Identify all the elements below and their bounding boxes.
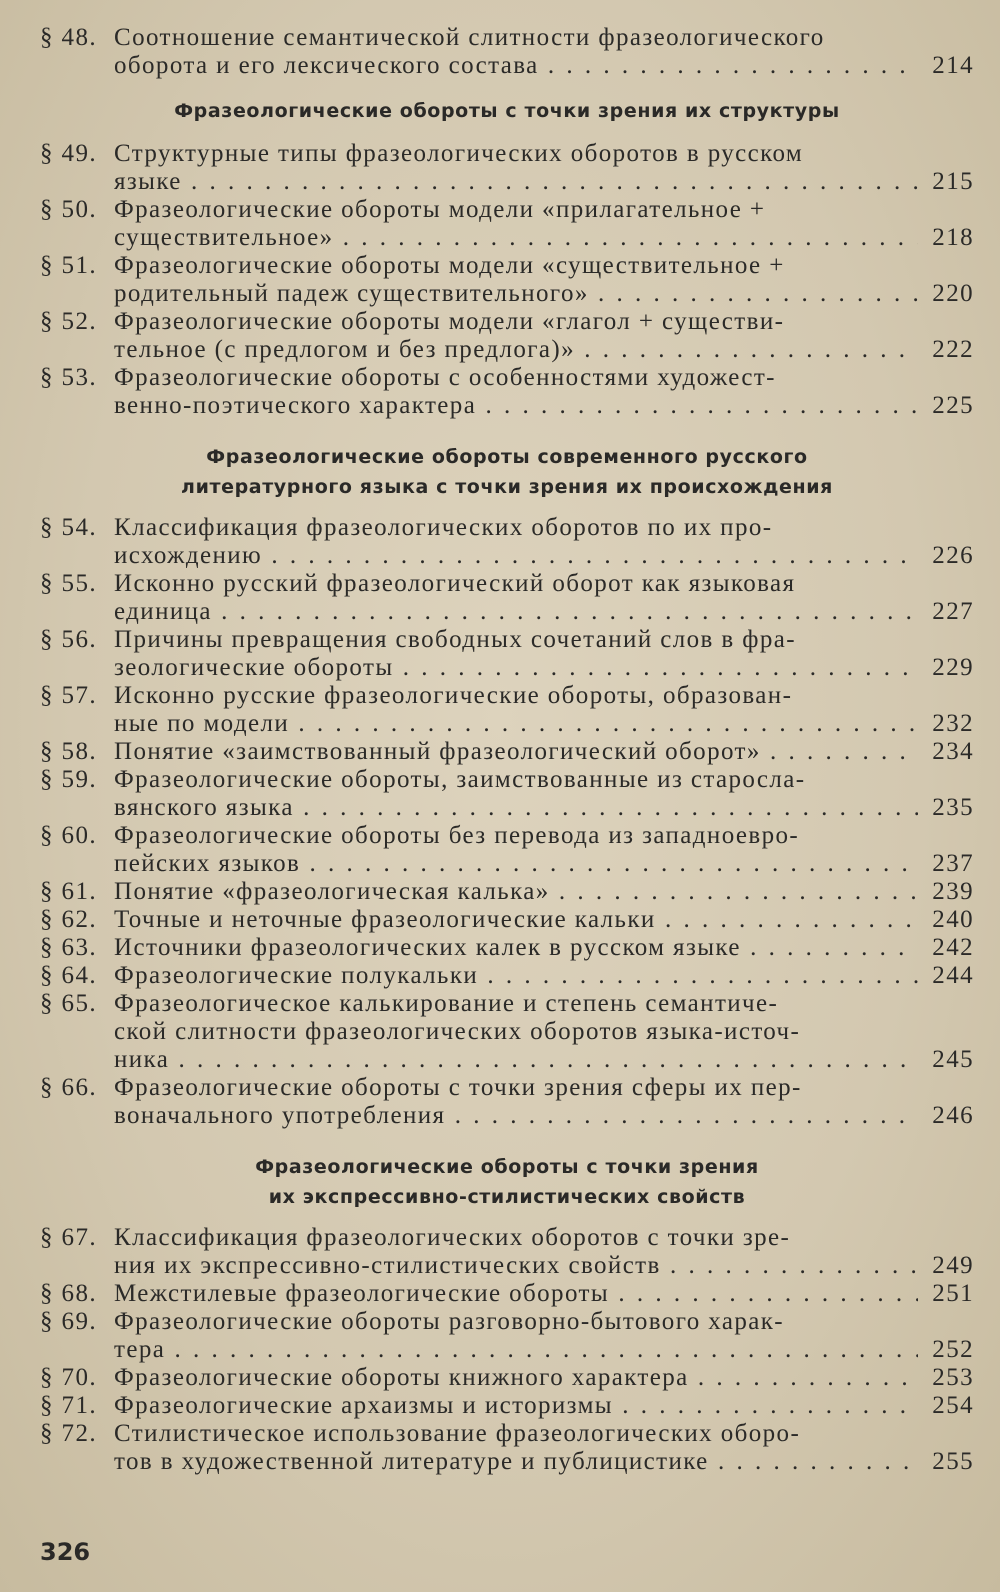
toc-entry-number: § 55. xyxy=(40,570,97,597)
toc-section-list xyxy=(40,1224,974,1476)
toc-entry-title-line: Источники фразеологических калек в русском языке . . . xyxy=(114,934,918,962)
toc-entry-page: 246 xyxy=(932,1102,974,1129)
toc-entry-title-line: Фразеологические обороты модели «существительное + xyxy=(114,252,785,279)
toc-entry-page: 214 xyxy=(932,52,974,79)
toc-entry-number: § 62. xyxy=(40,906,97,933)
toc-entry-page: 239 xyxy=(932,878,974,905)
toc-entry-title-line: Фразеологические архаизмы и историзмы . . . xyxy=(114,1392,918,1420)
toc-entry-number: § 58. xyxy=(40,738,97,765)
toc-entry-number: § 64. xyxy=(40,962,97,989)
toc-entry[interactable] xyxy=(40,1280,974,1308)
toc-entry-number: § 67. xyxy=(40,1224,97,1251)
section-heading-line: Фразеологические обороты современного русского xyxy=(206,446,808,468)
toc-entry-title-line: Причины превращения свободных сочетаний слов в фра- xyxy=(114,626,796,653)
toc-entry-title xyxy=(114,878,918,906)
toc-entry-page: 254 xyxy=(932,1392,974,1419)
toc-entry[interactable] xyxy=(40,906,974,934)
toc-entry-page: 229 xyxy=(932,654,974,681)
toc-entry[interactable] xyxy=(40,934,974,962)
toc-entry-page: 249 xyxy=(932,1252,974,1279)
toc-entry-title-line: Фразеологические обороты с особенностями художест- xyxy=(114,364,776,391)
toc-entry-title-line: ные по модели . . . xyxy=(114,710,918,738)
toc-entry-title-line: Межстилевые фразеологические обороты . . . xyxy=(114,1280,918,1308)
section-heading xyxy=(40,96,974,126)
toc-entry-number: § 71. xyxy=(40,1392,97,1419)
toc-entry[interactable] xyxy=(40,738,974,766)
toc-entry-title-line: единица . . . xyxy=(114,598,918,626)
toc-entry-title xyxy=(114,626,918,682)
toc-entry-page: 227 xyxy=(932,598,974,625)
toc-entry-number: § 54. xyxy=(40,514,97,541)
toc-entry-title-line: Фразеологические обороты разговорно-бытового харак- xyxy=(114,1308,785,1335)
toc-entry-page: 226 xyxy=(932,542,974,569)
toc-entry-title xyxy=(114,140,918,196)
toc-entry-title-line: Фразеологическое калькирование и степень семантиче- xyxy=(114,990,779,1017)
toc-entry-number: § 61. xyxy=(40,878,97,905)
toc-entry-title-line: ской слитности фразеологических оборотов языка-источ- xyxy=(114,1018,801,1045)
toc-entry-number: § 68. xyxy=(40,1280,97,1307)
toc-entry-page: 244 xyxy=(932,962,974,989)
toc-entry[interactable] xyxy=(40,140,974,196)
toc-entry-title xyxy=(114,514,918,570)
page-number: 326 xyxy=(40,1538,91,1566)
toc-entry-title-line: Фразеологические обороты книжного характера . . . xyxy=(114,1364,918,1392)
toc-entry-number: § 48. xyxy=(40,24,97,51)
toc-entry-title-line: пейских языков . . . xyxy=(114,850,918,878)
toc-entry-title-line: венно-поэтического характера . . . xyxy=(114,392,918,420)
toc-entry-title-line: тера . . . xyxy=(114,1336,918,1364)
toc-entry-title-line: Классификация фразеологических оборотов по их про- xyxy=(114,514,773,541)
toc-entry-title xyxy=(114,1224,918,1280)
toc-entry-title xyxy=(114,1392,918,1420)
toc-entry-page: 245 xyxy=(932,1046,974,1073)
section-heading xyxy=(40,1152,974,1212)
toc-entry-title-line: Стилистическое использование фразеологических оборо- xyxy=(114,1420,801,1447)
toc-entry-page: 240 xyxy=(932,906,974,933)
toc-entry-title-line: исхождению . . . xyxy=(114,542,918,570)
toc-entry[interactable] xyxy=(40,822,974,878)
toc-entry-number: § 49. xyxy=(40,140,97,167)
toc-entry-title-line: Фразеологические обороты без перевода из западноевро- xyxy=(114,822,800,849)
toc-entry[interactable] xyxy=(40,24,974,80)
toc-entry-page: 235 xyxy=(932,794,974,821)
toc-entry-number: § 50. xyxy=(40,196,97,223)
toc-entry-title-line: языке . . . xyxy=(114,168,918,196)
toc-section-list xyxy=(40,514,974,1130)
toc-entry-title-line: родительный падеж существительного» . . . xyxy=(114,280,918,308)
toc-entry-title-line: Исконно русские фразеологические обороты, образован- xyxy=(114,682,793,709)
toc-entry-page: 253 xyxy=(932,1364,974,1391)
toc-entry[interactable] xyxy=(40,766,974,822)
toc-entry-page: 255 xyxy=(932,1448,974,1475)
toc-entry[interactable] xyxy=(40,990,974,1074)
section-heading-line: Фразеологические обороты с точки зрения xyxy=(255,1156,759,1178)
toc-entry[interactable] xyxy=(40,682,974,738)
toc-entry-title-line: Исконно русский фразеологический оборот как языковая xyxy=(114,570,796,597)
toc-entry-title-line: Структурные типы фразеологических оборотов в русском xyxy=(114,140,804,167)
toc-entry-title xyxy=(114,252,918,308)
toc-entry-title-line: тов в художественной литературе и публицистике . . . xyxy=(114,1448,918,1476)
toc-entry-title-line: вянского языка . . . xyxy=(114,794,918,822)
toc-entry-title xyxy=(114,1074,918,1130)
toc-entry-title xyxy=(114,766,918,822)
toc-entry-title-line: Фразеологические обороты модели «глагол + существи- xyxy=(114,308,785,335)
toc-entry-title xyxy=(114,308,918,364)
section-heading-line: литературного языка с точки зрения их происхождения xyxy=(181,476,833,498)
section-heading-line: Фразеологические обороты с точки зрения их структуры xyxy=(174,100,840,122)
toc-entry-title-line: Понятие «заимствованный фразеологический оборот» . . . xyxy=(114,738,918,766)
toc-entry-title xyxy=(114,934,918,962)
toc-entry-title xyxy=(114,990,918,1074)
section-heading-line: их экспрессивно-стилистических свойств xyxy=(268,1186,746,1208)
toc-entry-title xyxy=(114,822,918,878)
toc-entry-title-line: Классификация фразеологических оборотов с точки зре- xyxy=(114,1224,791,1251)
toc-entry[interactable] xyxy=(40,252,974,308)
toc-entry-title-line: Понятие «фразеологическая калька» . . . xyxy=(114,878,918,906)
toc-section-list xyxy=(40,24,974,80)
toc-entry-title xyxy=(114,1308,918,1364)
toc-entry[interactable] xyxy=(40,1074,974,1130)
toc-entry-number: § 52. xyxy=(40,308,97,335)
toc-entry[interactable] xyxy=(40,1364,974,1392)
toc-entry[interactable] xyxy=(40,364,974,420)
toc-entry[interactable] xyxy=(40,1224,974,1280)
toc-entry-number: § 70. xyxy=(40,1364,97,1391)
toc-entry-title xyxy=(114,962,918,990)
toc-entry[interactable] xyxy=(40,878,974,906)
toc-entry-title xyxy=(114,570,918,626)
toc-entry[interactable] xyxy=(40,196,974,252)
toc-entry-page: 215 xyxy=(932,168,974,195)
toc-entry-page: 220 xyxy=(932,280,974,307)
toc-entry-title xyxy=(114,24,918,80)
toc-entry[interactable] xyxy=(40,1392,974,1420)
toc-entry-page: 225 xyxy=(932,392,974,419)
toc-entry-title xyxy=(114,906,918,934)
toc-entry-page: 251 xyxy=(932,1280,974,1307)
toc-entry-title-line: ния их экспрессивно-стилистических свойств . . . xyxy=(114,1252,918,1280)
toc-entry-number: § 63. xyxy=(40,934,97,961)
toc-entry-number: § 53. xyxy=(40,364,97,391)
toc-entry[interactable] xyxy=(40,1308,974,1364)
toc-entry-title-line: Фразеологические обороты модели «прилагательное + xyxy=(114,196,766,223)
toc-entry-number: § 72. xyxy=(40,1420,97,1447)
toc-entry-title xyxy=(114,738,918,766)
table-of-contents xyxy=(40,24,974,1476)
toc-entry[interactable] xyxy=(40,962,974,990)
toc-entry-title xyxy=(114,1420,918,1476)
toc-entry-title-line: Точные и неточные фразеологические кальки . . . xyxy=(114,906,918,934)
toc-entry-page: 232 xyxy=(932,710,974,737)
toc-entry-title-line: Соотношение семантической слитности фразеологического xyxy=(114,24,825,51)
toc-entry-number: § 56. xyxy=(40,626,97,653)
section-heading xyxy=(40,442,974,502)
toc-entry-title-line: тельное (с предлогом и без предлога)» . . . xyxy=(114,336,918,364)
toc-entry-title-line: ника . . . xyxy=(114,1046,918,1074)
toc-entry-number: § 51. xyxy=(40,252,97,279)
toc-entry-page: 237 xyxy=(932,850,974,877)
toc-entry[interactable] xyxy=(40,570,974,626)
toc-entry-page: 222 xyxy=(932,336,974,363)
toc-entry-title-line: Фразеологические обороты, заимствованные из старосла- xyxy=(114,766,806,793)
toc-entry-number: § 59. xyxy=(40,766,97,793)
toc-entry-page: 218 xyxy=(932,224,974,251)
toc-entry-number: § 57. xyxy=(40,682,97,709)
toc-entry-page: 234 xyxy=(932,738,974,765)
toc-entry-title xyxy=(114,1364,918,1392)
toc-entry-title-line: существительное» . . . xyxy=(114,224,918,252)
toc-entry[interactable] xyxy=(40,626,974,682)
toc-entry-title xyxy=(114,364,918,420)
toc-entry-title xyxy=(114,682,918,738)
toc-entry-number: § 65. xyxy=(40,990,97,1017)
toc-entry-number: § 60. xyxy=(40,822,97,849)
toc-entry-title-line: зеологические обороты . . . xyxy=(114,654,918,682)
toc-entry-title-line: воначального употребления . . . xyxy=(114,1102,918,1130)
toc-entry-title-line: Фразеологические полукальки . . . xyxy=(114,962,918,990)
toc-entry-number: § 66. xyxy=(40,1074,97,1101)
toc-entry-page: 252 xyxy=(932,1336,974,1363)
toc-entry-page: 242 xyxy=(932,934,974,961)
toc-entry-title-line: оборота и его лексического состава . . . xyxy=(114,52,918,80)
toc-entry[interactable] xyxy=(40,514,974,570)
toc-entry[interactable] xyxy=(40,308,974,364)
toc-entry-title-line: Фразеологические обороты с точки зрения сферы их пер- xyxy=(114,1074,802,1101)
toc-section-list xyxy=(40,140,974,420)
toc-entry-title xyxy=(114,1280,918,1308)
toc-entry-title xyxy=(114,196,918,252)
toc-entry[interactable] xyxy=(40,1420,974,1476)
toc-entry-number: § 69. xyxy=(40,1308,97,1335)
